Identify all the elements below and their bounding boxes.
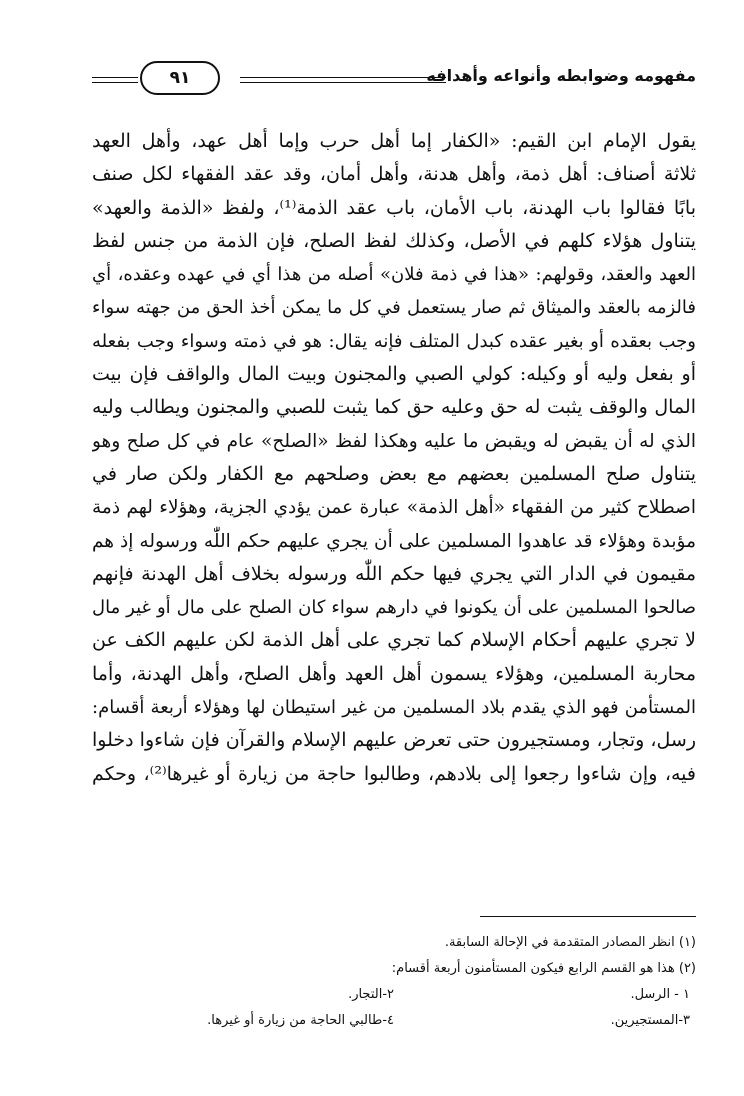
header-rule-left [92,77,138,83]
footnotes [92,930,696,1034]
footnote-separator [480,916,696,917]
page-header [92,60,696,100]
body-line: يتناول صلح المسلمين بعضهم مع بعض وصلحهم مع الكفار ولكن صار في [92,462,696,485]
running-title: مفهومه وضوابطه وأنواعه وأهدافه [426,66,696,85]
body-line: المال والوقف يثبت له حق وعليه حق كما يثبت للصبي والمجنون ويطالب وليه [92,396,696,419]
footnote-list-row [92,982,696,1008]
body-line: رسل، وتجار، ومستجيرون حتى تعرض عليهم الإسلام والقرآن فإن شاءوا دخلوا [92,729,696,752]
footnote-item: ١ - الرسل. [630,987,690,1002]
body-line: بابًا فقالوا باب الهدنة، باب الأمان، باب عقد الذمة⁽¹⁾، ولفظ «الذمة والعهد» [92,196,696,219]
body-line: يتناول هؤلاء كلهم في الأصل، وكذلك لفظ الصلح، فإن الذمة من جنس لفظ [92,229,696,252]
body-line: اصطلاح كثير من الفقهاء «أهل الذمة» عبارة عمن يؤدي الجزية، وهؤلاء لهم ذمة [92,497,696,519]
footnote-1: (١) انظر المصادر المتقدمة في الإحالة السابقة. [444,935,696,950]
body-line: مقيمون في الدار التي يجري فيها حكم اللّٰه ورسوله بخلاف أهل الهدنة فإنهم [92,562,696,585]
page-number: ٩١ [169,68,191,88]
body-text [92,125,696,791]
body-line: العهد والعقد، وقولهم: «هذا في ذمة فلان» أصله من هذا أي في عهده وعقده، أي [92,264,696,286]
body-line: يقول الإمام ابن القيم: «الكفار إما أهل حرب وإما أهل عهد، وأهل العهد [92,130,696,152]
body-line: وجب بعقده أو بغير عقده كبدل المتلف فإنه يقال: هو في ذمته وسواء وجب بفعله [92,330,696,352]
footnote-item: ٤-طالبي الحاجة من زيارة أو غيرها. [207,1013,394,1028]
body-line: مؤبدة وهؤلاء قد عاهدوا المسلمين على أن يجري عليهم حكم اللّٰه ورسوله إذ هم [92,530,696,552]
body-line: الذي له أن يقبض له ويقبض ما عليه وهكذا لفظ «الصلح» عام في كل صلح وهو [92,430,696,452]
body-line: أو بفعل وليه أو وكيله: كولي الصبي والمجنون وبيت المال والواقف فإن بيت [92,363,696,386]
body-line: محاربة المسلمين، وهؤلاء يسمون أهل العهد وأهل الصلح، وأهل الهدنة، وأما [92,662,696,685]
body-line: فيه، وإن شاءوا رجعوا إلى بلادهم، وطالبوا حاجة من زيارة أو غيرها⁽²⁾، وحكم [92,762,696,785]
footnote-list-row [92,1008,696,1034]
footnote-item: ٢-التجار. [348,987,394,1002]
page-number-badge [140,61,220,95]
body-line: ثلاثة أصناف: أهل ذمة، وأهل هدنة، وأهل أمان، وقد عقد الفقهاء لكل صنف [92,163,696,186]
footnote-item: ٣-المستجيرين. [610,1013,690,1028]
body-line: المستأمن فهو الذي يقدم بلاد المسلمين من غير استيطان لها وهؤلاء أربعة أقسام: [92,697,696,719]
footnote-2: (٢) هذا هو القسم الرابع فيكون المستأمنون أربعة أقسام: [391,961,696,976]
body-line: صالحوا المسلمين على أن يكونوا في دارهم سواء كان الصلح على مال أو غير مال [92,597,696,619]
body-line: فالزمه بالعقد والميثاق ثم صار يستعمل في كل ما يمكن أخذ الحق من جهته سواء [92,297,696,319]
body-line: لا تجري عليهم أحكام الإسلام كما تجري على أهل الذمة لكن عليهم الكف عن [92,629,696,652]
header-rule-right [240,77,446,83]
